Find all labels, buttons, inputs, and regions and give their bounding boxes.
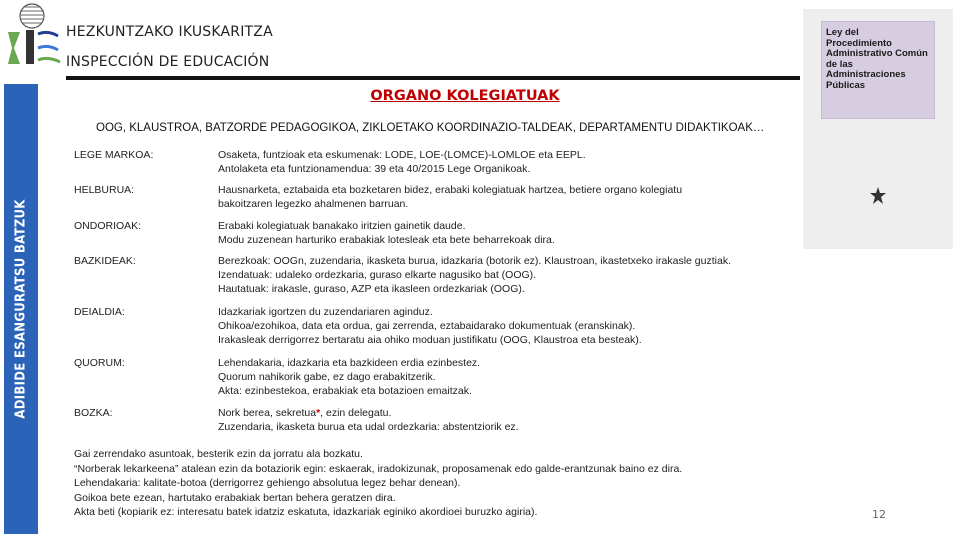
row-value bbox=[218, 183, 858, 211]
footer-line: “Norberak lekarkeena” atalean ezin da botaziorik egin: eskaerak, iradokizunak, proposamenak edo galde-erantzunak baino ez dira. bbox=[74, 462, 683, 475]
sidebar-title: ADIBIDE ESANGURATSU BATZUK bbox=[13, 199, 29, 419]
row-line: Erabaki kolegiatuak banakako iritzien gainetik daude. bbox=[218, 220, 466, 232]
publisher-emblem-icon bbox=[867, 185, 889, 207]
row-line: Idazkariak igortzen du zuzendariaren aginduz. bbox=[218, 306, 433, 318]
row-line: Izendatuak: udaleko ordezkaria, guraso elkarte nagusiko bat (OOG). bbox=[218, 269, 537, 281]
row-line: Hausnarketa, eztabaida eta bozketaren bidez, erabaki kolegiatuak hartzea, betiere organo kolegiatu bbox=[218, 184, 683, 196]
header-divider bbox=[66, 76, 800, 80]
book-title: Ley del Procedimiento Administrativo Común de las Administraciones Públicas bbox=[826, 27, 928, 91]
page-number: 12 bbox=[872, 508, 886, 521]
book-cover-image bbox=[803, 9, 953, 249]
footnote-asterisk: * bbox=[316, 407, 321, 419]
row-line: Modu zuzenean harturiko erabakiak lotesleak eta bete beharrekoak dira. bbox=[218, 234, 555, 246]
footer-line: Akta beti (kopiarik ez: interesatu batek idatziz eskatuta, idazkariak eginiko akordioei buruzko agiria). bbox=[74, 506, 538, 519]
row-label: BAZKIDEAK: bbox=[74, 255, 136, 267]
row-value bbox=[218, 219, 858, 247]
row-line-text: , ezin delegatu. bbox=[320, 407, 392, 419]
row-line: Irakasleak derrigorrez bertaratu aia ohiko moduan justifikatu (OOG, Klaustroa eta besteak). bbox=[218, 334, 642, 346]
header-org-basque: HEZKUNTZAKO IKUSKARITZA bbox=[66, 24, 273, 40]
row-label: DEIALDIA: bbox=[74, 306, 125, 318]
row-line: Zuzendaria, ikasketa burua eta udal ordezkaria: abstentziorik ez. bbox=[218, 421, 519, 433]
page-title: ORGANO KOLEGIATUAK bbox=[370, 88, 560, 104]
footer-line: Lehendakaria: kalitate-botoa (derrigorrez gehiengo absolutua legez behar denean). bbox=[74, 477, 461, 490]
row-value bbox=[218, 148, 858, 176]
row-value bbox=[218, 254, 858, 296]
footer-notes bbox=[74, 447, 682, 520]
footer-line: Gai zerrendako asuntoak, besterik ezin da jorratu ala bozkatu. bbox=[74, 448, 363, 460]
row-label: QUORUM: bbox=[74, 357, 125, 369]
row-label: HELBURUA: bbox=[74, 184, 135, 196]
footer-line: Goikoa bete ezean, hartutako erabakiak bertan behera geratzen dira. bbox=[74, 491, 396, 504]
book-title-panel bbox=[821, 21, 935, 119]
row-line-text: Nork berea, sekretua bbox=[218, 407, 317, 419]
row-value bbox=[218, 406, 858, 434]
row-label: BOZKA: bbox=[74, 407, 113, 419]
row-line: Hautatuak: irakasle, guraso, AZP eta ikasleen ordezkariak (OOG). bbox=[218, 283, 525, 295]
row-value bbox=[218, 356, 858, 398]
row-line: bakoitzaren legezko ahalmenen barruan. bbox=[218, 198, 409, 210]
row-line: Osaketa, funtzioak eta eskumenak: LODE, LOE-(LOMCE)-LOMLOE eta EEPL. bbox=[218, 149, 586, 161]
row-line bbox=[218, 406, 858, 420]
row-line: Lehendakaria, idazkaria eta bazkideen erdia ezinbestez. bbox=[218, 357, 481, 369]
inspection-logo bbox=[4, 2, 66, 70]
header-org-spanish: INSPECCIÓN DE EDUCACIÓN bbox=[66, 54, 270, 70]
row-line: Quorum nahikorik gabe, ez dago erabakitzerik. bbox=[218, 371, 436, 383]
row-label: LEGE MARKOA: bbox=[74, 149, 154, 161]
row-line: Ohikoa/ezohikoa, data eta ordua, gai zerrenda, eztabaidarako dokumentuak (eranskinak). bbox=[218, 320, 636, 332]
row-label: ONDORIOAK: bbox=[74, 220, 142, 232]
page-subtitle: OOG, KLAUSTROA, BATZORDE PEDAGOGIKOA, ZIKLOETAKO KOORDINAZIO-TALDEAK, DEPARTAMENTU DIDAKTIKOAK… bbox=[96, 122, 765, 134]
row-line: Akta: ezinbestekoa, erabakiak eta botazioen emaitzak. bbox=[218, 385, 472, 397]
row-value bbox=[218, 305, 858, 347]
row-line: Antolaketa eta funtzionamendua: 39 eta 40/2015 Lege Organikoak. bbox=[218, 163, 531, 175]
row-line: Berezkoak: OOGn, zuzendaria, ikasketa burua, idazkaria (botorik ez). Klaustroan, ikastetxeko irakasle guztiak. bbox=[218, 255, 731, 267]
